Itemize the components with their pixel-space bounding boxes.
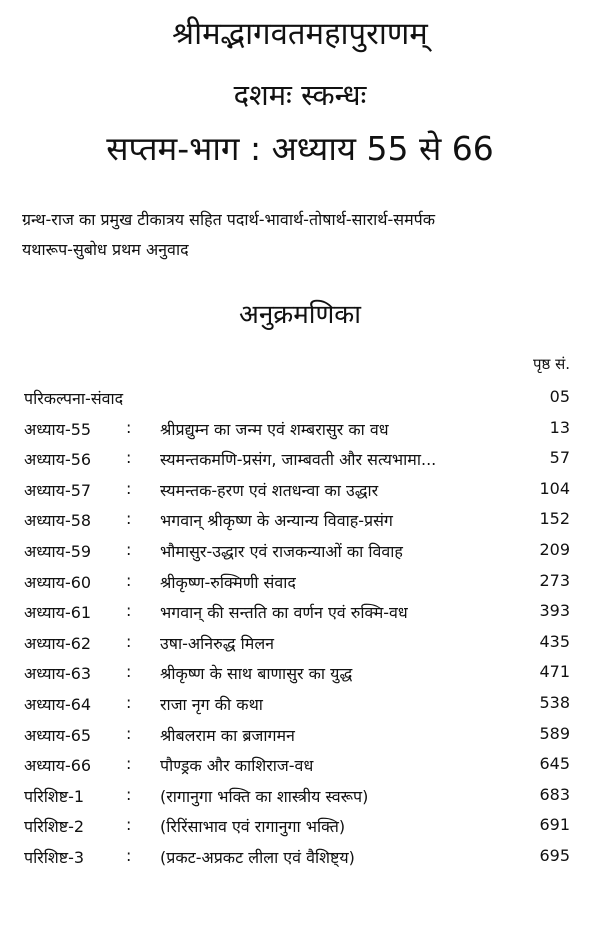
toc-colon: :	[126, 570, 132, 590]
toc-label: अध्याय-64	[24, 694, 92, 714]
toc-page-number: 538	[539, 692, 570, 712]
toc-row	[0, 751, 600, 782]
toc-page-number: 691	[539, 815, 570, 835]
toc-row	[0, 721, 600, 752]
toc-page-number: 435	[539, 631, 570, 651]
toc-page-number: 05	[549, 387, 570, 406]
toc-label: अध्याय-58	[24, 511, 92, 531]
toc-colon: :	[126, 539, 132, 559]
toc-colon: :	[126, 478, 132, 498]
toc-title: राजा नृग की कथा	[160, 694, 263, 714]
toc-title: (रागानुगा भक्ति का शास्त्रीय स्वरूप)	[160, 786, 369, 806]
toc-colon: :	[126, 815, 132, 835]
toc-title: भगवान् की सन्तति का वर्णन एवं रुक्मि-वध	[160, 603, 408, 623]
toc-page-number: 471	[539, 662, 570, 682]
toc-row	[0, 476, 600, 507]
toc-label: अध्याय-61	[24, 603, 92, 623]
toc-colon: :	[126, 754, 132, 774]
toc-page-number: 645	[539, 754, 570, 774]
toc-label: अध्याय-65	[24, 725, 92, 745]
toc-label: परिशिष्ट-3	[24, 847, 85, 867]
subtitle-line-1: ग्रन्थ-राज का प्रमुख टीकात्रय सहित पदार्थ-भावार्थ-तोषार्थ-सारार्थ-समर्पक	[22, 210, 436, 229]
toc-page-number: 57	[549, 448, 570, 468]
toc-colon: :	[126, 692, 132, 712]
toc-title: भौमासुर-उद्धार एवं राजकन्याओं का विवाह	[160, 541, 403, 561]
toc-colon: :	[126, 601, 132, 621]
toc-page-number: 104	[539, 478, 570, 498]
subtitle-line-2: यथारूप-सुबोध प्रथम अनुवाद	[22, 240, 189, 259]
toc-page-number: 683	[539, 784, 570, 804]
toc-row	[0, 812, 600, 843]
toc-row	[0, 415, 600, 446]
toc-colon: :	[126, 784, 132, 804]
toc-title: श्रीप्रद्युम्न का जन्म एवं शम्बरासुर का वध	[160, 419, 389, 439]
toc-row	[0, 690, 600, 721]
toc-page-number: 695	[539, 845, 570, 865]
toc-label: अध्याय-60	[24, 572, 92, 592]
toc-colon: :	[126, 845, 132, 865]
toc-row	[0, 384, 600, 415]
toc-label: परिशिष्ट-2	[24, 817, 85, 837]
page-number-header: पृष्ठ सं.	[532, 355, 570, 373]
table-of-contents	[0, 384, 600, 874]
toc-page-number: 152	[539, 509, 570, 529]
toc-label: अध्याय-59	[24, 541, 92, 561]
toc-label: अध्याय-62	[24, 633, 92, 653]
toc-row	[0, 445, 600, 476]
toc-title: श्रीकृष्ण के साथ बाणासुर का युद्ध	[160, 664, 353, 684]
toc-label: अध्याय-66	[24, 756, 92, 776]
skandha-title: दशमः स्कन्धः	[233, 78, 367, 112]
toc-label: अध्याय-56	[24, 450, 92, 470]
book-title: श्रीमद्भागवतमहापुराणम्	[172, 16, 428, 52]
index-heading: अनुक्रमणिका	[238, 300, 362, 330]
toc-title: स्यमन्तक-हरण एवं शतधन्वा का उद्धार	[160, 480, 379, 500]
toc-title: भगवान् श्रीकृष्ण के अन्यान्य विवाह-प्रसंग	[160, 511, 393, 531]
toc-row	[0, 782, 600, 813]
toc-row	[0, 659, 600, 690]
toc-page-number: 273	[539, 570, 570, 590]
toc-row	[0, 629, 600, 660]
toc-colon: :	[126, 723, 132, 743]
toc-title: श्रीकृष्ण-रुक्मिणी संवाद	[160, 572, 296, 592]
toc-title: (रिरिंसाभाव एवं रागानुगा भक्ति)	[160, 817, 346, 837]
toc-colon: :	[126, 417, 132, 437]
toc-title: पौण्ड्रक और काशिराज-वध	[160, 756, 314, 776]
toc-colon: :	[126, 631, 132, 651]
part-title: सप्तम-भाग : अध्याय 55 से 66	[106, 129, 494, 168]
toc-title: स्यमन्तकमणि-प्रसंग, जाम्बवती और सत्यभामा...	[160, 450, 437, 470]
toc-colon: :	[126, 509, 132, 529]
toc-colon: :	[126, 662, 132, 682]
toc-title: (प्रकट-अप्रकट लीला एवं वैशिष्ट्य)	[160, 847, 355, 867]
toc-row	[0, 843, 600, 874]
toc-page-number: 589	[539, 723, 570, 743]
toc-row	[0, 568, 600, 599]
toc-label: अध्याय-57	[24, 480, 92, 500]
toc-label: परिशिष्ट-1	[24, 786, 85, 806]
toc-colon: :	[126, 448, 132, 468]
toc-label: परिकल्पना-संवाद	[24, 389, 124, 408]
toc-title: उषा-अनिरुद्ध मिलन	[160, 633, 275, 653]
toc-label: अध्याय-63	[24, 664, 92, 684]
toc-title: श्रीबलराम का ब्रजागमन	[160, 725, 295, 745]
toc-row	[0, 506, 600, 537]
toc-row	[0, 537, 600, 568]
toc-label: अध्याय-55	[24, 419, 92, 439]
toc-page-number: 393	[539, 601, 570, 621]
toc-page-number: 13	[549, 417, 570, 437]
toc-page-number: 209	[539, 539, 570, 559]
toc-row	[0, 598, 600, 629]
